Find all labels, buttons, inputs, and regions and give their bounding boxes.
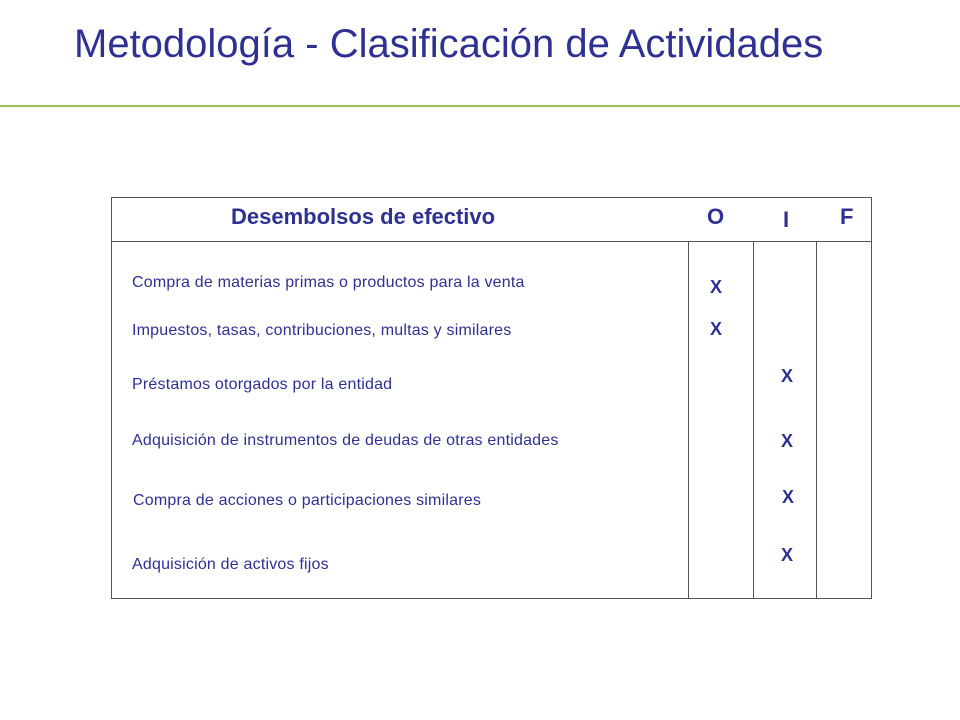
row-label-4: Adquisición de instrumentos de deudas de otras entidades xyxy=(132,432,559,449)
header-col-o: O xyxy=(707,204,725,229)
header-col-f: F xyxy=(840,204,854,229)
mark-row2-o: X xyxy=(710,319,723,339)
column-divider-o xyxy=(688,241,689,598)
activities-table xyxy=(111,197,872,599)
row-label-3: Préstamos otorgados por la entidad xyxy=(132,376,393,393)
header-col-i: I xyxy=(783,207,790,232)
mark-row1-o: X xyxy=(710,277,723,297)
row-label-5: Compra de acciones o participaciones similares xyxy=(133,492,482,509)
mark-row5-i: X xyxy=(782,487,795,507)
mark-row6-i: X xyxy=(781,545,794,565)
title-divider xyxy=(0,105,960,107)
header-divider xyxy=(112,241,871,242)
row-label-6: Adquisición de activos fijos xyxy=(132,556,329,573)
header-label: Desembolsos de efectivo xyxy=(231,204,496,229)
mark-row4-i: X xyxy=(781,431,794,451)
column-divider-i xyxy=(753,241,754,598)
column-divider-f xyxy=(816,241,817,598)
mark-row3-i: X xyxy=(781,366,794,386)
row-label-1: Compra de materias primas o productos para la venta xyxy=(132,274,525,291)
page-title: Metodología - Clasificación de Actividades xyxy=(74,22,824,66)
row-label-2: Impuestos, tasas, contribuciones, multas y similares xyxy=(132,322,512,339)
